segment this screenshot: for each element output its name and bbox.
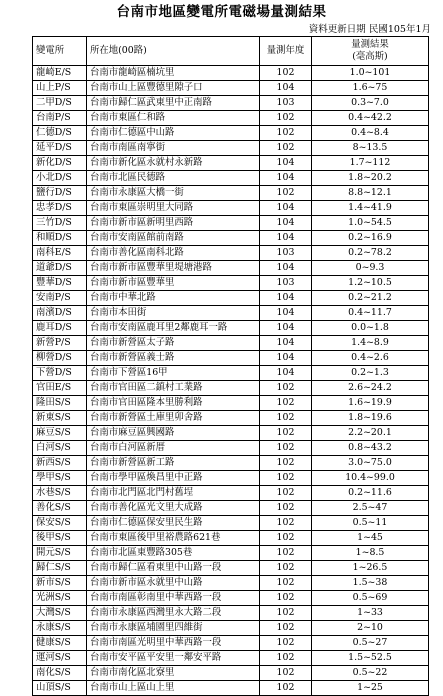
- result-cell: 8.8~12.1: [312, 186, 429, 201]
- result-cell: 1.7~112: [312, 156, 429, 171]
- result-cell: 1~33: [312, 606, 429, 621]
- table-row: [33, 516, 429, 531]
- substation-cell: 開元S/S: [33, 546, 87, 561]
- address-cell: 台南市安南區鹿耳里2鄰鹿耳一路: [87, 321, 260, 336]
- address-cell: 台南市仁德區中山路: [87, 126, 260, 141]
- address-cell: 台南市白河區新厝: [87, 441, 260, 456]
- table-row: [33, 351, 429, 366]
- substation-cell: 仁德D/S: [33, 126, 87, 141]
- table-row: [33, 186, 429, 201]
- year-cell: 102: [260, 681, 312, 696]
- address-cell: 台南市永康區大橋一街: [87, 186, 260, 201]
- address-cell: 台南市中華北路: [87, 291, 260, 306]
- result-cell: 1.2~10.5: [312, 276, 429, 291]
- address-cell: 台南市麻豆區興國路: [87, 426, 260, 441]
- year-cell: 102: [260, 546, 312, 561]
- year-cell: 102: [260, 186, 312, 201]
- result-cell: 1~25: [312, 681, 429, 696]
- year-cell: 104: [260, 291, 312, 306]
- table-row: [33, 171, 429, 186]
- address-cell: 台南市歸仁區武東里中正南路: [87, 96, 260, 111]
- substation-cell: 山上P/S: [33, 81, 87, 96]
- year-cell: 102: [260, 486, 312, 501]
- address-cell: 台南市山上區山上里: [87, 681, 260, 696]
- year-cell: 102: [260, 561, 312, 576]
- address-cell: 台南市龍崎區楠坑里: [87, 66, 260, 81]
- table-body: [33, 66, 429, 696]
- table-row: [33, 111, 429, 126]
- table-row: [33, 426, 429, 441]
- table-row: [33, 411, 429, 426]
- result-cell: 0~9.3: [312, 261, 429, 276]
- result-cell: 0.2~11.6: [312, 486, 429, 501]
- year-cell: 102: [260, 426, 312, 441]
- header-substation: 變電所: [33, 37, 87, 66]
- address-cell: 台南市歸仁區看東里中山路一段: [87, 561, 260, 576]
- header-result-line2: (毫高斯): [352, 51, 388, 62]
- substation-cell: 隆田S/S: [33, 396, 87, 411]
- table-row: [33, 231, 429, 246]
- year-cell: 104: [260, 336, 312, 351]
- table-row: [33, 636, 429, 651]
- substation-cell: 柳營D/S: [33, 351, 87, 366]
- result-cell: 1.5~52.5: [312, 651, 429, 666]
- table-row: [33, 651, 429, 666]
- table-row: [33, 201, 429, 216]
- table-row: [33, 141, 429, 156]
- result-cell: 0.5~11: [312, 516, 429, 531]
- substation-cell: 保安S/S: [33, 516, 87, 531]
- table-row: [33, 156, 429, 171]
- substation-cell: 白河S/S: [33, 441, 87, 456]
- substation-cell: 學甲S/S: [33, 471, 87, 486]
- address-cell: 台南市新營區義士路: [87, 351, 260, 366]
- substation-cell: 永康S/S: [33, 621, 87, 636]
- table-row: [33, 561, 429, 576]
- address-cell: 台南市新市區豐華里堤塘港路: [87, 261, 260, 276]
- year-cell: 102: [260, 516, 312, 531]
- address-cell: 台南市學甲區煥昌里中正路: [87, 471, 260, 486]
- substation-cell: 三竹D/S: [33, 216, 87, 231]
- substation-cell: 台南P/S: [33, 111, 87, 126]
- substation-cell: 下營D/S: [33, 366, 87, 381]
- year-cell: 103: [260, 246, 312, 261]
- result-cell: 0.2~21.2: [312, 291, 429, 306]
- address-cell: 台南市下營區16甲: [87, 366, 260, 381]
- year-cell: 104: [260, 261, 312, 276]
- year-cell: 102: [260, 411, 312, 426]
- address-cell: 台南市新市區永就里中山路: [87, 576, 260, 591]
- year-cell: 102: [260, 621, 312, 636]
- result-cell: 0.4~11.7: [312, 306, 429, 321]
- substation-cell: 善化S/S: [33, 501, 87, 516]
- result-cell: 2.2~20.1: [312, 426, 429, 441]
- result-cell: 1.8~19.6: [312, 411, 429, 426]
- year-cell: 104: [260, 171, 312, 186]
- address-cell: 台南市新市區新明里西路: [87, 216, 260, 231]
- substation-cell: 健康S/S: [33, 636, 87, 651]
- year-cell: 102: [260, 651, 312, 666]
- table-row: [33, 321, 429, 336]
- table-row: [33, 531, 429, 546]
- year-cell: 103: [260, 96, 312, 111]
- result-cell: 1.6~19.9: [312, 396, 429, 411]
- substation-cell: 小北D/S: [33, 171, 87, 186]
- substation-cell: 南科E/S: [33, 246, 87, 261]
- substation-cell: 道爺D/S: [33, 261, 87, 276]
- address-cell: 台南市永康區埔園里四維街: [87, 621, 260, 636]
- result-cell: 1.5~38: [312, 576, 429, 591]
- year-cell: 104: [260, 201, 312, 216]
- year-cell: 102: [260, 666, 312, 681]
- table-row: [33, 336, 429, 351]
- substation-cell: 新化D/S: [33, 156, 87, 171]
- address-cell: 台南市官田區二鎮村工業路: [87, 381, 260, 396]
- address-cell: 台南市北區民德路: [87, 171, 260, 186]
- address-cell: 台南市安南區館前南路: [87, 231, 260, 246]
- address-cell: 台南市東區崇明里大同路: [87, 201, 260, 216]
- result-cell: 1.4~41.9: [312, 201, 429, 216]
- year-cell: 102: [260, 381, 312, 396]
- document-title: 台南市地區變電所電磁場量測結果: [116, 4, 327, 20]
- result-cell: 1.8~20.2: [312, 171, 429, 186]
- address-cell: 台南市官田區隆本里勝利路: [87, 396, 260, 411]
- address-cell: 台南市本田街: [87, 306, 260, 321]
- table-row: [33, 591, 429, 606]
- table-row: [33, 396, 429, 411]
- address-cell: 台南市永康區西灣里永大路二段: [87, 606, 260, 621]
- year-cell: 104: [260, 156, 312, 171]
- substation-cell: 鹽行D/S: [33, 186, 87, 201]
- address-cell: 台南市新營區太子路: [87, 336, 260, 351]
- year-cell: 104: [260, 366, 312, 381]
- result-cell: 0.4~2.6: [312, 351, 429, 366]
- header-year: 量測年度: [260, 37, 312, 66]
- year-cell: 102: [260, 141, 312, 156]
- address-cell: 台南市善化區南科北路: [87, 246, 260, 261]
- result-cell: 1~8.5: [312, 546, 429, 561]
- substation-cell: 官田E/S: [33, 381, 87, 396]
- address-cell: 台南市新化區永就村永新路: [87, 156, 260, 171]
- year-cell: 104: [260, 81, 312, 96]
- substation-cell: 新市S/S: [33, 576, 87, 591]
- year-cell: 102: [260, 636, 312, 651]
- address-cell: 台南市南區南寧街: [87, 141, 260, 156]
- result-cell: 0.0~1.8: [312, 321, 429, 336]
- substation-cell: 新營P/S: [33, 336, 87, 351]
- result-cell: 2~10: [312, 621, 429, 636]
- table-row: [33, 81, 429, 96]
- substation-cell: 和順D/S: [33, 231, 87, 246]
- result-cell: 0.2~78.2: [312, 246, 429, 261]
- address-cell: 台南市新營區土庫里卯舍路: [87, 411, 260, 426]
- table-row: [33, 66, 429, 81]
- table-row: [33, 666, 429, 681]
- address-cell: 台南市仁德區保安里民生路: [87, 516, 260, 531]
- substation-cell: 二甲D/S: [33, 96, 87, 111]
- address-cell: 台南市新營區新工路: [87, 456, 260, 471]
- substation-cell: 新西S/S: [33, 456, 87, 471]
- header-result-line1: 量測結果: [351, 39, 389, 50]
- substation-cell: 南濱D/S: [33, 306, 87, 321]
- update-date-note: 資料更新日期 民國105年1月: [308, 24, 431, 35]
- header-address: 所在地(00路): [87, 37, 260, 66]
- address-cell: 台南市新市區豐華里: [87, 276, 260, 291]
- header-result: [312, 37, 429, 66]
- address-cell: 台南市北區東豐路305巷: [87, 546, 260, 561]
- table-row: [33, 291, 429, 306]
- substation-cell: 光洲S/S: [33, 591, 87, 606]
- year-cell: 102: [260, 456, 312, 471]
- result-cell: 0.5~22: [312, 666, 429, 681]
- table-row: [33, 606, 429, 621]
- year-cell: 102: [260, 111, 312, 126]
- address-cell: 台南市善化區光文里大成路: [87, 501, 260, 516]
- result-cell: 2.5~47: [312, 501, 429, 516]
- year-cell: 103: [260, 276, 312, 291]
- substation-cell: 後甲S/S: [33, 531, 87, 546]
- table-row: [33, 621, 429, 636]
- table-row: [33, 381, 429, 396]
- year-cell: 102: [260, 576, 312, 591]
- result-cell: 0.2~16.9: [312, 231, 429, 246]
- year-cell: 102: [260, 66, 312, 81]
- address-cell: 台南市南區光明里中華西路一段: [87, 636, 260, 651]
- year-cell: 104: [260, 231, 312, 246]
- substation-cell: 安南P/S: [33, 291, 87, 306]
- year-cell: 104: [260, 351, 312, 366]
- table-row: [33, 546, 429, 561]
- substation-cell: 南化S/S: [33, 666, 87, 681]
- table-row: [33, 441, 429, 456]
- year-cell: 102: [260, 441, 312, 456]
- table-row: [33, 126, 429, 141]
- table-row: [33, 576, 429, 591]
- substation-cell: 運河S/S: [33, 651, 87, 666]
- result-cell: 0.5~69: [312, 591, 429, 606]
- measurement-table: [32, 36, 429, 696]
- substation-cell: 歸仁S/S: [33, 561, 87, 576]
- year-cell: 104: [260, 306, 312, 321]
- result-cell: 0.3~7.0: [312, 96, 429, 111]
- result-cell: 1.6~75: [312, 81, 429, 96]
- table-row: [33, 471, 429, 486]
- address-cell: 台南市北門區北門村舊埕: [87, 486, 260, 501]
- substation-cell: 新東S/S: [33, 411, 87, 426]
- result-cell: 0.2~1.3: [312, 366, 429, 381]
- result-cell: 0.4~42.2: [312, 111, 429, 126]
- year-cell: 102: [260, 591, 312, 606]
- result-cell: 1.4~8.9: [312, 336, 429, 351]
- result-cell: 1.0~54.5: [312, 216, 429, 231]
- address-cell: 台南市安平區平安里一鄰安平路: [87, 651, 260, 666]
- result-cell: 1.0~101: [312, 66, 429, 81]
- address-cell: 台南市山上區豐德里隙子口: [87, 81, 260, 96]
- address-cell: 台南市東區後甲里裕農路621巷: [87, 531, 260, 546]
- substation-cell: 水巷S/S: [33, 486, 87, 501]
- table-row: [33, 246, 429, 261]
- substation-cell: 麻豆S/S: [33, 426, 87, 441]
- table-row: [33, 501, 429, 516]
- year-cell: 102: [260, 126, 312, 141]
- table-header-row: [33, 37, 429, 66]
- year-cell: 102: [260, 531, 312, 546]
- result-cell: 0.4~8.4: [312, 126, 429, 141]
- result-cell: 8~13.5: [312, 141, 429, 156]
- table-row: [33, 96, 429, 111]
- substation-cell: 大灣S/S: [33, 606, 87, 621]
- year-cell: 104: [260, 321, 312, 336]
- result-cell: 2.6~24.2: [312, 381, 429, 396]
- address-cell: 台南市南化區北寮里: [87, 666, 260, 681]
- table-row: [33, 216, 429, 231]
- result-cell: 0.8~43.2: [312, 441, 429, 456]
- substation-cell: 鹿耳D/S: [33, 321, 87, 336]
- substation-cell: 山頂S/S: [33, 681, 87, 696]
- substation-cell: 忠孝D/S: [33, 201, 87, 216]
- result-cell: 0.5~27: [312, 636, 429, 651]
- table-row: [33, 681, 429, 696]
- substation-cell: 豐華D/S: [33, 276, 87, 291]
- year-cell: 104: [260, 216, 312, 231]
- substation-cell: 龍崎E/S: [33, 66, 87, 81]
- year-cell: 102: [260, 396, 312, 411]
- year-cell: 102: [260, 471, 312, 486]
- table-row: [33, 276, 429, 291]
- result-cell: 1~26.5: [312, 561, 429, 576]
- result-cell: 1~45: [312, 531, 429, 546]
- address-cell: 台南市南區彰南里中華西路一段: [87, 591, 260, 606]
- table-row: [33, 456, 429, 471]
- table-row: [33, 366, 429, 381]
- result-cell: 10.4~99.0: [312, 471, 429, 486]
- year-cell: 102: [260, 606, 312, 621]
- address-cell: 台南市東區仁和路: [87, 111, 260, 126]
- year-cell: 102: [260, 501, 312, 516]
- substation-cell: 延平D/S: [33, 141, 87, 156]
- result-cell: 3.0~75.0: [312, 456, 429, 471]
- table-row: [33, 486, 429, 501]
- table-row: [33, 261, 429, 276]
- table-row: [33, 306, 429, 321]
